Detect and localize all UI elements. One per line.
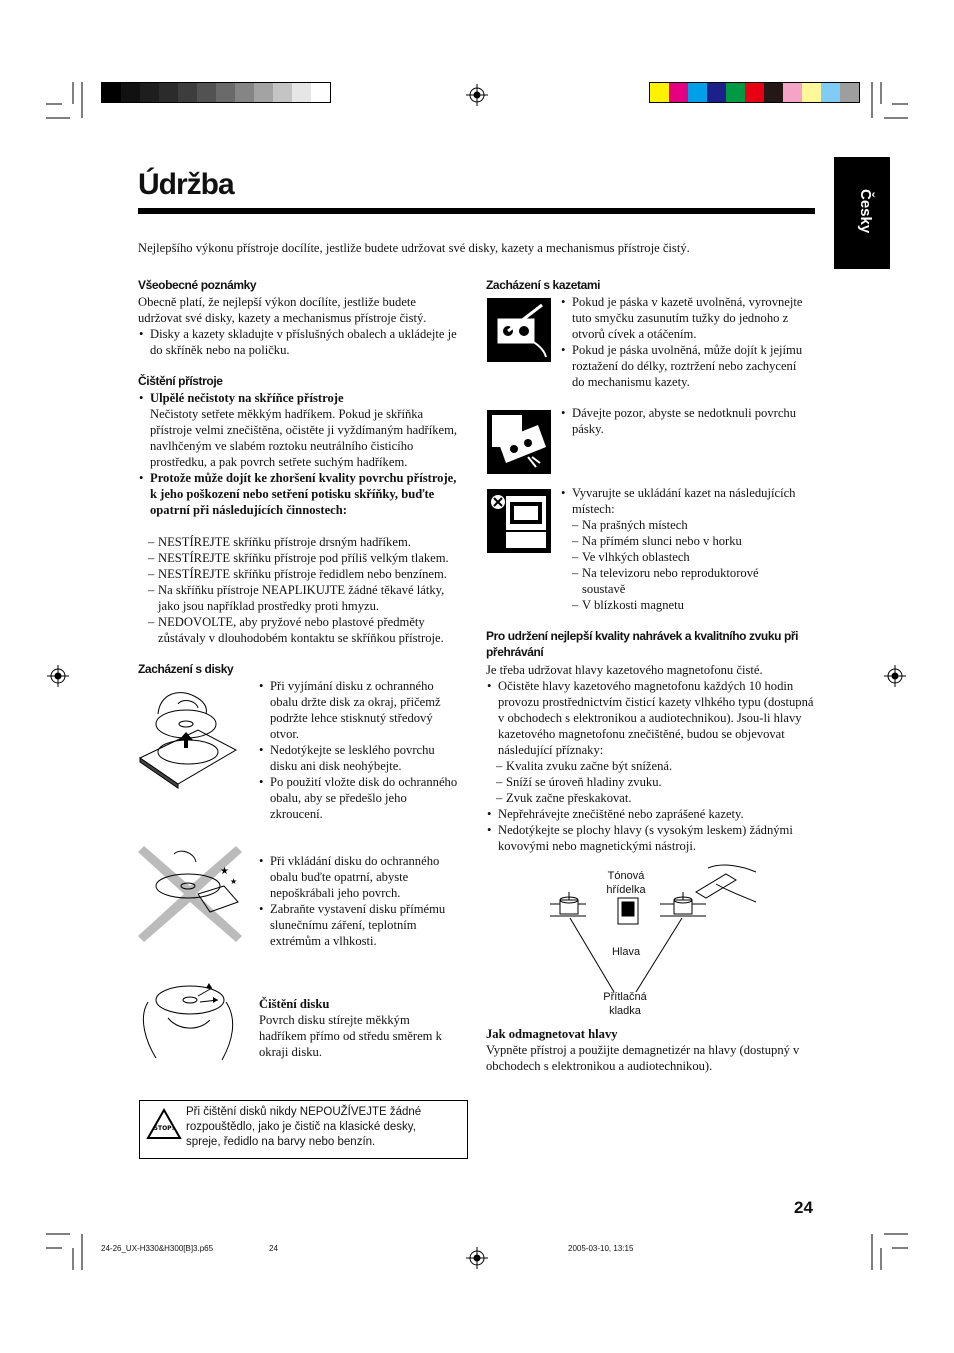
intro-text: Nejlepšího výkonu přístroje docílíte, jestliže budete udržovat své disky, kazety a mechanismus přístroje čistý. — [138, 241, 690, 255]
page-title: Údržba — [138, 168, 234, 201]
cassettes-group-3 — [560, 485, 816, 517]
disc-clean-block — [259, 996, 459, 1060]
disc-cleaning-illustration — [138, 978, 238, 1064]
color-swatch — [821, 83, 840, 102]
cassettes-bullet: • Dávejte pozor, abyste se nedotknuli povrchu pásky. — [560, 405, 810, 437]
color-swatch — [650, 83, 669, 102]
cassettes-bullet: • Pokud je páska uvolněná, může dojít k jejímu roztažení do délky, roztržení nebo zachycení do mechanismu kazety. — [560, 342, 810, 390]
gray-swatch — [121, 83, 140, 102]
quality-dash-item: – Sníží se úroveň hladiny zvuku. — [496, 774, 816, 790]
grayscale-calibration-bar — [101, 82, 331, 103]
disc-clean-text: Povrch disku stírejte měkkým hadříkem přímo od středu směrem k okraji disku. — [259, 1013, 442, 1059]
quality-dash-list — [496, 758, 816, 806]
cleaning-b1-title: Ulpělé nečistoty na skříňce přístroje — [150, 391, 344, 405]
cassettes-heading: Zacházení s kazetami — [486, 278, 601, 292]
language-tab — [834, 157, 890, 269]
disc-wrong-handling-illustration — [138, 846, 242, 942]
gray-swatch — [273, 83, 292, 102]
gray-swatch — [178, 83, 197, 102]
color-swatch — [764, 83, 783, 102]
caution-box — [139, 1100, 468, 1159]
color-swatch — [669, 83, 688, 102]
cleaning-dash-list — [148, 534, 466, 646]
quality-bullet-3: • Nedotýkejte se plochy hlavy (s vysokým leskem) žádnými kovovými nebo magnetickými nástroji. — [486, 822, 816, 854]
discs-group-2 — [258, 853, 458, 949]
cassettes-dash-item: – V blízkosti magnetu — [572, 597, 802, 613]
color-swatch — [707, 83, 726, 102]
disc-removal-illustration — [138, 684, 238, 790]
cassette-touch-illustration — [487, 410, 551, 474]
registration-target-right-icon — [884, 665, 906, 687]
general-bullet: • Disky a kazety skladujte v příslušných obalech a ukládejte je do skříněk nebo na poličku. — [138, 326, 464, 358]
color-swatch — [726, 83, 745, 102]
color-swatch — [783, 83, 802, 102]
quality-intro: Je třeba udržovat hlavy kazetového magnetofonu čisté. — [486, 663, 763, 677]
footer-file: 24-26_UX-H330&H300[B]3.p65 — [101, 1244, 214, 1253]
gray-swatch — [254, 83, 273, 102]
discs-group-1 — [258, 678, 458, 822]
color-swatch — [688, 83, 707, 102]
cleaning-bullet-1 — [138, 390, 466, 470]
title-rule — [138, 208, 815, 214]
registration-target-left-icon — [47, 665, 69, 687]
discs-heading: Zacházení s disky — [138, 662, 234, 676]
quality-dash-item: – Zvuk začne přeskakovat. — [496, 790, 816, 806]
language-tab-label: Česky — [857, 189, 874, 234]
cleaning-list — [138, 390, 466, 518]
quality-dash-item: – Kvalita zvuku začne být snížená. — [496, 758, 816, 774]
cleaning-b1-text: Nečistoty setřete měkkým hadříkem. Pokud je skříňka přístroje velmi znečištěna, očistěte ji vyždímaným hadříkem, navlhčeným ve slabém roztoku neutrálního čisticího prostředku, a pak povrch setřete suchým hadříkem. — [150, 407, 458, 469]
svg-text:★: ★ — [230, 877, 238, 886]
cassette-hand-icon — [488, 411, 550, 473]
caution-text: Při čištění disků nikdy NEPOUŽÍVEJTE žádné rozpouštědlo, jako je čistič na klasické desky, spreje, ředidlo na barvy nebo benzín. — [186, 1106, 422, 1148]
demag-text: Vypněte přístroj a použijte demagnetizér na hlavy (dostupný v obchodech s elektronikou a audiotechnikou). — [486, 1043, 800, 1073]
cassettes-bullet: • Pokud je páska v kazetě uvolněná, vyrovnejte tuto smyčku zasunutím tužky do jednoho z otvorů cívek a otáčením. — [560, 294, 810, 342]
cleaning-heading: Čištění přístroje — [138, 374, 223, 388]
head-label: Hlava — [611, 946, 641, 958]
cassettes-dash-list — [572, 517, 802, 613]
cassette-storage-illustration — [487, 489, 551, 553]
cassettes-group-1 — [560, 294, 810, 390]
general-list — [138, 326, 464, 358]
color-swatch — [840, 83, 859, 102]
cleaning-dash-item: – NESTÍREJTE skříňku přístroje ředidlem nebo benzínem. — [148, 566, 466, 582]
registration-target-bottom-icon — [466, 1247, 488, 1269]
color-swatch — [745, 83, 764, 102]
cassettes-dash-item: – Na přímém slunci nebo v horku — [572, 533, 802, 549]
gray-swatch — [197, 83, 216, 102]
general-heading: Všeobecné poznámky — [138, 278, 257, 292]
cassettes-bullet: • Vyvarujte se ukládání kazet na následujících místech: — [560, 485, 816, 517]
discs-bullet: • Zabraňte vystavení disku přímému slunečnímu záření, teplotním extrémům a vlhkosti. — [258, 901, 458, 949]
demag-title: Jak odmagnetovat hlavy — [486, 1027, 618, 1041]
cleaning-bullet-2 — [138, 470, 466, 518]
gray-swatch — [140, 83, 159, 102]
general-text: Obecně platí, že nejlepší výkon docílíte, jestliže budete udržovat své disky, kazety a mechanismus přístroje čistý. — [138, 295, 427, 325]
footer-page: 24 — [269, 1244, 278, 1253]
cleaning-dash-item: – NESTÍREJTE skříňku přístroje pod příliš velkým tlakem. — [148, 550, 466, 566]
cleaning-b2-title: Protože může dojít ke zhoršení kvality povrchu přístroje, k jeho poškození nebo setření potisku skříňky, buďte opatrní při následujících činnostech: — [150, 471, 457, 517]
discs-bullet: • Při vyjímání disku z ochranného obalu držte disk za okraj, přičemž podržte lehce stisknutý středový otvor. — [258, 678, 458, 742]
discs-bullet: • Při vkládání disku do ochranného obalu buďte opatrní, abyste nepoškrábali jeho povrch. — [258, 853, 458, 901]
capstan-label: Tónová hřídelka — [606, 870, 646, 896]
stop-icon-label: STOP! — [153, 1125, 175, 1132]
registration-target-top-icon — [466, 84, 488, 106]
cleaning-dash-item: – NEDOVOLTE, aby pryžové nebo plastové předměty zůstávaly v dlouhodobém kontaktu se skříňkou přístroje. — [148, 614, 466, 646]
color-calibration-bar — [649, 82, 860, 103]
discs-bullet: • Nedotýkejte se lesklého povrchu disku ani disk neohýbejte. — [258, 742, 458, 774]
quality-bullet-2: • Nepřehrávejte znečištěné nebo zaprášené kazety. — [486, 806, 816, 822]
disc-clean-title: Čištění disku — [259, 997, 330, 1011]
page-number: 24 — [794, 1198, 813, 1217]
cassette-pencil-icon — [488, 299, 550, 361]
gray-swatch — [235, 83, 254, 102]
footer-date: 2005-03-10, 13:15 — [568, 1244, 634, 1253]
discs-bullet: • Po použití vložte disk do ochranného obalu, aby se předešlo jeho zkroucení. — [258, 774, 458, 822]
gray-swatch — [216, 83, 235, 102]
tv-speaker-prohibited-icon — [488, 490, 550, 552]
color-swatch — [802, 83, 821, 102]
cleaning-dash-item: – Na skříňku přístroje NEAPLIKUJTE žádné těkavé látky, jako jsou například prostředky proti hmyzu. — [148, 582, 466, 614]
gray-swatch — [159, 83, 178, 102]
pinch-roller-label: Přítlačná kladka — [603, 991, 647, 1017]
cassettes-dash-item: – Ve vlhkých oblastech — [572, 549, 802, 565]
cleaning-dash-item: – NESTÍREJTE skříňku přístroje drsným hadříkem. — [148, 534, 466, 550]
cassettes-dash-item: – Na televizoru nebo reproduktorové soustavě — [572, 565, 802, 597]
gray-swatch — [311, 83, 330, 102]
quality-list — [486, 678, 816, 758]
cassettes-group-2 — [560, 405, 810, 437]
cassettes-dash-item: – Na prašných místech — [572, 517, 802, 533]
quality-bullet-1: • Očistěte hlavy kazetového magnetofonu každých 10 hodin provozu prostřednictvím čisticí kazety vlhkého typu (dostupná v obchodech s elektronikou a audiotechnikou). Jsou-li hlavy kazetového magnetofonu znečištěné, budou se objevovat následující příznaky: — [486, 678, 816, 758]
cassette-tape-loop-illustration — [487, 298, 551, 362]
quality-heading: Pro udržení nejlepší kvality nahrávek a kvalitního zvuku při přehrávání — [486, 629, 799, 659]
quality-list-2 — [486, 806, 816, 854]
gray-swatch — [102, 83, 121, 102]
svg-text:★: ★ — [220, 866, 229, 877]
stop-warning-icon — [146, 1108, 182, 1142]
gray-swatch — [292, 83, 311, 102]
